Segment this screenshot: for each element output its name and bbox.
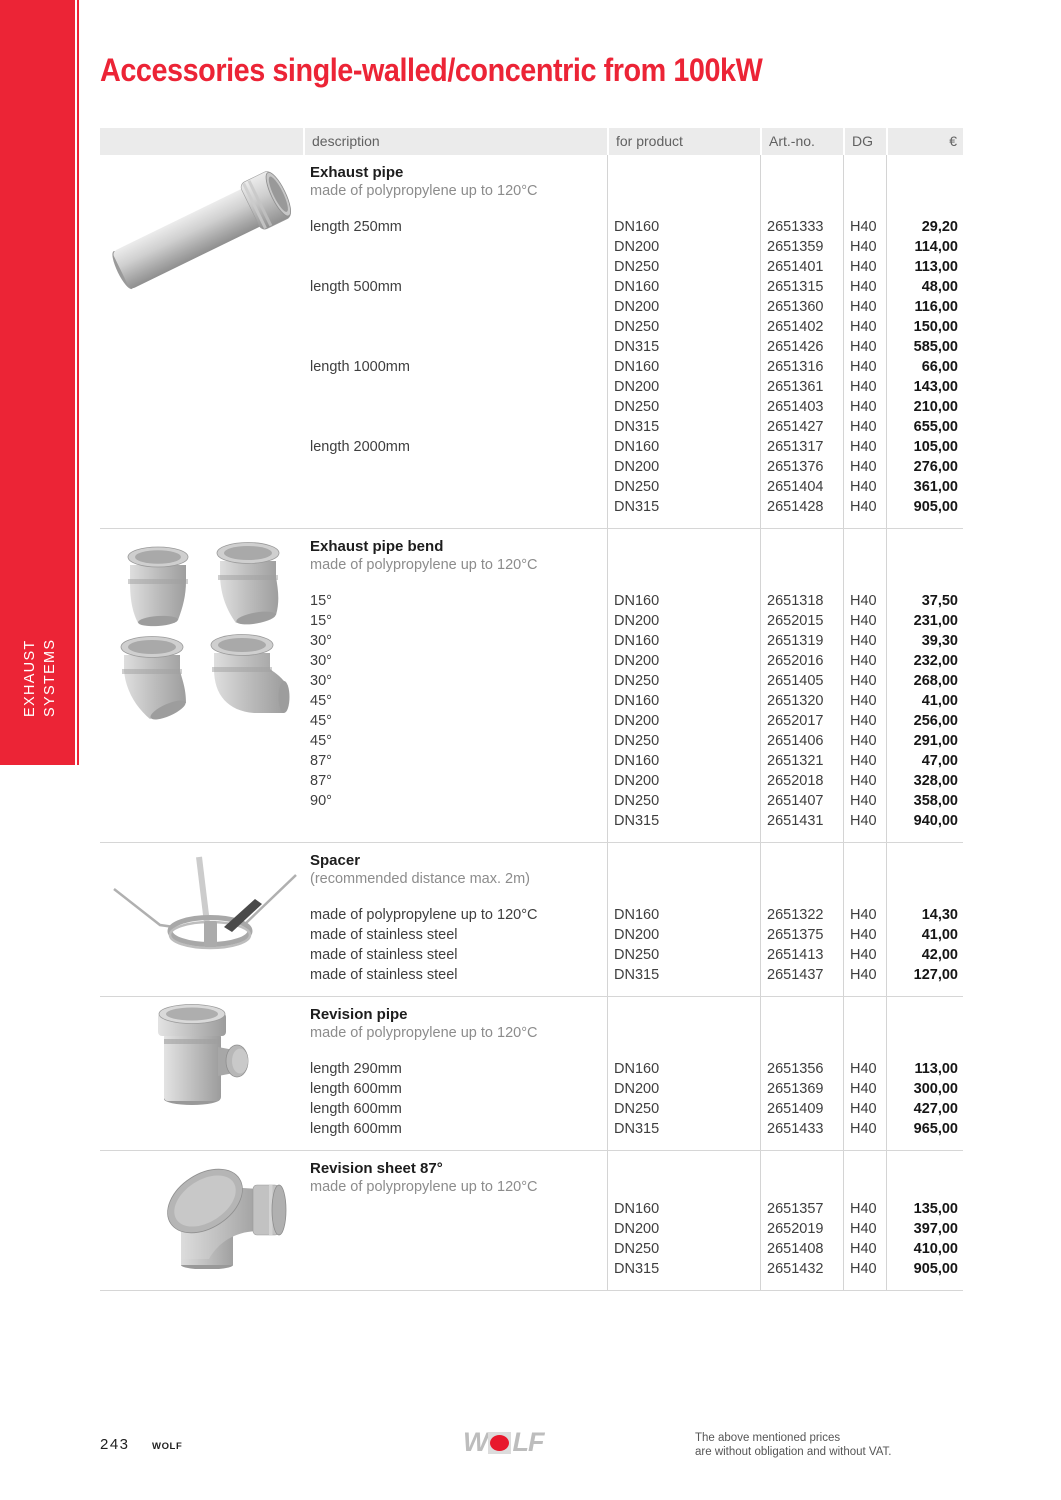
row-art-no: 2651402 — [760, 317, 843, 337]
row-price: 47,00 — [886, 751, 963, 771]
section-subtitle: made of polypropylene up to 120°C — [310, 557, 538, 573]
spacer-image — [104, 849, 299, 953]
row-dg: H40 — [843, 317, 886, 337]
row-dg: H40 — [843, 591, 886, 611]
row-price: 358,00 — [886, 791, 963, 811]
section-pad-cell — [760, 517, 843, 528]
section-pad-cell — [303, 517, 607, 528]
row-art-no: 2651361 — [760, 377, 843, 397]
row-description — [303, 477, 607, 497]
row-dg: H40 — [843, 611, 886, 631]
section-pad-cell — [886, 985, 963, 996]
row-art-no: 2651360 — [760, 297, 843, 317]
row-art-no: 2651431 — [760, 811, 843, 831]
product-section — [100, 997, 963, 1151]
row-description: length 600mm — [310, 1081, 402, 1097]
footer-brand-text: WOLF — [152, 1441, 183, 1452]
row-price: 135,00 — [886, 1199, 963, 1219]
row-art-no: 2651321 — [760, 751, 843, 771]
row-art-no: 2651409 — [760, 1099, 843, 1119]
wolf-logo-letter-w: W — [463, 1427, 488, 1457]
row-description — [303, 337, 607, 357]
header-dg: DG — [843, 128, 886, 155]
section-pad-cell — [607, 985, 760, 996]
row-product: DN160 — [607, 357, 760, 377]
sidebar-label-line1: EXHAUST — [22, 639, 38, 717]
row-price: 905,00 — [886, 1259, 963, 1279]
section-title-block — [303, 155, 607, 217]
row-art-no: 2651315 — [760, 277, 843, 297]
row-art-no: 2651319 — [760, 631, 843, 651]
product-section — [100, 1151, 963, 1291]
row-art-no: 2651404 — [760, 477, 843, 497]
row-dg: H40 — [843, 1099, 886, 1119]
product-image-cell — [100, 849, 303, 953]
row-product: DN315 — [607, 337, 760, 357]
row-price: 143,00 — [886, 377, 963, 397]
row-description: made of stainless steel — [310, 947, 458, 963]
row-description — [303, 457, 607, 477]
row-description — [303, 397, 607, 417]
row-price: 14,30 — [886, 905, 963, 925]
row-description: length 290mm — [310, 1061, 402, 1077]
section-pad-cell — [843, 1139, 886, 1150]
row-dg: H40 — [843, 1079, 886, 1099]
row-dg: H40 — [843, 497, 886, 517]
section-pad-cell — [843, 831, 886, 842]
section-title-spacer-cell — [607, 529, 760, 591]
section-title-spacer-cell — [886, 1151, 963, 1199]
row-art-no: 2651376 — [760, 457, 843, 477]
row-dg: H40 — [843, 771, 886, 791]
row-dg: H40 — [843, 297, 886, 317]
row-art-no: 2651333 — [760, 217, 843, 237]
row-dg: H40 — [843, 237, 886, 257]
row-description: length 500mm — [310, 279, 402, 295]
section-pad-cell — [303, 985, 607, 996]
section-title-spacer-cell — [843, 155, 886, 217]
section-title-spacer-cell — [760, 155, 843, 217]
row-product: DN315 — [607, 1119, 760, 1139]
row-product: DN160 — [607, 1059, 760, 1079]
row-price: 291,00 — [886, 731, 963, 751]
row-price: 114,00 — [886, 237, 963, 257]
revision-pipe-image — [144, 1003, 260, 1107]
row-product: DN160 — [607, 277, 760, 297]
row-price: 232,00 — [886, 651, 963, 671]
section-title: Revision pipe — [310, 1006, 408, 1023]
row-product: DN200 — [607, 457, 760, 477]
row-description: 30° — [310, 633, 332, 649]
row-product: DN160 — [607, 591, 760, 611]
section-pad-cell — [607, 1279, 760, 1290]
section-pad-cell — [843, 1279, 886, 1290]
row-description: 15° — [310, 593, 332, 609]
row-price: 231,00 — [886, 611, 963, 631]
row-price: 127,00 — [886, 965, 963, 985]
header-price: € — [886, 128, 963, 155]
sidebar-accent-hairline — [77, 0, 79, 765]
row-description — [303, 417, 607, 437]
section-pad-cell — [760, 1139, 843, 1150]
row-dg: H40 — [843, 277, 886, 297]
row-product: DN200 — [607, 1079, 760, 1099]
row-art-no: 2651357 — [760, 1199, 843, 1219]
row-dg: H40 — [843, 925, 886, 945]
row-price: 41,00 — [886, 691, 963, 711]
section-title: Revision sheet 87° — [310, 1160, 443, 1177]
row-art-no: 2651427 — [760, 417, 843, 437]
section-subtitle: made of polypropylene up to 120°C — [310, 1179, 538, 1195]
row-product: DN200 — [607, 297, 760, 317]
row-description: 15° — [310, 613, 332, 629]
exhaust-pipe-bend-image — [110, 535, 293, 723]
row-art-no: 2651320 — [760, 691, 843, 711]
row-product: DN200 — [607, 377, 760, 397]
row-art-no: 2651413 — [760, 945, 843, 965]
row-price: 66,00 — [886, 357, 963, 377]
row-price: 585,00 — [886, 337, 963, 357]
row-price: 965,00 — [886, 1119, 963, 1139]
section-pad-cell — [760, 985, 843, 996]
row-dg: H40 — [843, 477, 886, 497]
row-product: DN315 — [607, 417, 760, 437]
section-title: Exhaust pipe bend — [310, 538, 444, 555]
row-price: 41,00 — [886, 925, 963, 945]
header-image-col — [100, 128, 303, 155]
row-product: DN315 — [607, 811, 760, 831]
page-title: Accessories single-walled/concentric from 100kW — [100, 52, 763, 88]
section-pad-cell — [760, 831, 843, 842]
section-pad-cell — [303, 1279, 607, 1290]
section-subtitle: made of polypropylene up to 120°C — [310, 183, 538, 199]
row-dg: H40 — [843, 417, 886, 437]
row-dg: H40 — [843, 357, 886, 377]
section-pad-cell — [607, 1139, 760, 1150]
row-product: DN160 — [607, 437, 760, 457]
row-description: length 1000mm — [310, 359, 410, 375]
section-subtitle: made of polypropylene up to 120°C — [310, 1025, 538, 1041]
row-price: 427,00 — [886, 1099, 963, 1119]
row-dg: H40 — [843, 965, 886, 985]
row-product: DN250 — [607, 671, 760, 691]
row-description — [303, 317, 607, 337]
row-price: 268,00 — [886, 671, 963, 691]
row-price: 256,00 — [886, 711, 963, 731]
row-art-no: 2652019 — [760, 1219, 843, 1239]
section-subtitle: (recommended distance max. 2m) — [310, 871, 530, 887]
section-pad-cell — [760, 1279, 843, 1290]
row-product: DN200 — [607, 611, 760, 631]
section-pad-cell — [607, 831, 760, 842]
row-description: length 250mm — [310, 219, 402, 235]
row-dg: H40 — [843, 1219, 886, 1239]
row-dg: H40 — [843, 631, 886, 651]
row-art-no: 2652018 — [760, 771, 843, 791]
row-dg: H40 — [843, 731, 886, 751]
section-title-spacer-cell — [886, 529, 963, 591]
row-art-no: 2651317 — [760, 437, 843, 457]
row-price: 276,00 — [886, 457, 963, 477]
row-dg: H40 — [843, 751, 886, 771]
row-description: length 2000mm — [310, 439, 410, 455]
row-price: 39,30 — [886, 631, 963, 651]
row-art-no: 2651375 — [760, 925, 843, 945]
row-description — [303, 257, 607, 277]
section-title-block — [303, 529, 607, 591]
revision-sheet-image — [155, 1157, 301, 1269]
row-description: length 600mm — [310, 1121, 402, 1137]
row-product: DN200 — [607, 771, 760, 791]
row-price: 328,00 — [886, 771, 963, 791]
row-description — [303, 237, 607, 257]
row-price: 361,00 — [886, 477, 963, 497]
row-product: DN250 — [607, 945, 760, 965]
wolf-logo — [463, 1427, 543, 1458]
row-product: DN250 — [607, 257, 760, 277]
section-pad-cell — [303, 831, 607, 842]
row-description — [303, 811, 607, 831]
row-dg: H40 — [843, 437, 886, 457]
row-dg: H40 — [843, 671, 886, 691]
price-disclaimer-line2: are without obligation and without VAT. — [695, 1445, 892, 1458]
sidebar-section-label — [20, 605, 62, 717]
row-price: 210,00 — [886, 397, 963, 417]
section-title-spacer-cell — [886, 997, 963, 1059]
row-price: 42,00 — [886, 945, 963, 965]
row-art-no: 2652015 — [760, 611, 843, 631]
row-price: 113,00 — [886, 1059, 963, 1079]
section-pad-cell — [886, 1139, 963, 1150]
wolf-logo-red-dot-icon — [490, 1435, 509, 1451]
row-description: made of stainless steel — [310, 927, 458, 943]
row-art-no: 2652016 — [760, 651, 843, 671]
row-description: length 600mm — [310, 1101, 402, 1117]
row-art-no: 2651432 — [760, 1259, 843, 1279]
row-product: DN200 — [607, 1219, 760, 1239]
product-image-cell — [100, 1003, 303, 1107]
row-dg: H40 — [843, 791, 886, 811]
section-pad-cell — [886, 1279, 963, 1290]
section-title-spacer-cell — [760, 997, 843, 1059]
row-product: DN315 — [607, 965, 760, 985]
product-section — [100, 155, 963, 529]
row-product: DN200 — [607, 651, 760, 671]
row-description: 30° — [310, 673, 332, 689]
row-price: 29,20 — [886, 217, 963, 237]
row-product: DN315 — [607, 497, 760, 517]
row-price: 113,00 — [886, 257, 963, 277]
product-image-cell — [100, 535, 303, 723]
row-art-no: 2651401 — [760, 257, 843, 277]
row-description: 45° — [310, 733, 332, 749]
header-description: description — [303, 128, 607, 155]
wolf-logo-o-box — [488, 1432, 511, 1454]
price-disclaimer-line1: The above mentioned prices — [695, 1432, 841, 1444]
price-disclaimer — [695, 1432, 891, 1459]
row-art-no: 2651437 — [760, 965, 843, 985]
row-price: 116,00 — [886, 297, 963, 317]
sidebar-label-line2: SYSTEMS — [42, 638, 58, 717]
row-dg: H40 — [843, 377, 886, 397]
row-dg: H40 — [843, 217, 886, 237]
section-pad-cell — [843, 985, 886, 996]
row-dg: H40 — [843, 1059, 886, 1079]
row-dg: H40 — [843, 905, 886, 925]
section-title-spacer-cell — [843, 529, 886, 591]
row-art-no: 2651426 — [760, 337, 843, 357]
row-description — [303, 377, 607, 397]
section-title-spacer-cell — [607, 155, 760, 217]
page-number: 243 — [100, 1436, 130, 1453]
row-art-no: 2651406 — [760, 731, 843, 751]
section-title-spacer-cell — [607, 843, 760, 905]
row-product: DN160 — [607, 631, 760, 651]
product-section — [100, 843, 963, 997]
row-art-no: 2651322 — [760, 905, 843, 925]
section-title-spacer-cell — [843, 843, 886, 905]
section-title-spacer-cell — [843, 997, 886, 1059]
row-dg: H40 — [843, 711, 886, 731]
exhaust-pipe-image — [104, 161, 300, 293]
row-product: DN315 — [607, 1259, 760, 1279]
row-price: 940,00 — [886, 811, 963, 831]
row-art-no: 2651428 — [760, 497, 843, 517]
row-dg: H40 — [843, 457, 886, 477]
header-for-product: for product — [607, 128, 760, 155]
row-dg: H40 — [843, 257, 886, 277]
row-description: 87° — [310, 753, 332, 769]
header-art-no: Art.-no. — [760, 128, 843, 155]
row-price: 150,00 — [886, 317, 963, 337]
row-dg: H40 — [843, 1239, 886, 1259]
row-description: made of stainless steel — [310, 967, 458, 983]
row-price: 397,00 — [886, 1219, 963, 1239]
row-description: 45° — [310, 693, 332, 709]
table-body — [100, 155, 963, 1291]
section-title: Spacer — [310, 852, 361, 869]
row-product: DN200 — [607, 237, 760, 257]
row-description: made of polypropylene up to 120°C — [310, 907, 538, 923]
section-title-spacer-cell — [760, 529, 843, 591]
section-title-spacer-cell — [760, 1151, 843, 1199]
row-art-no: 2651403 — [760, 397, 843, 417]
row-description: 30° — [310, 653, 332, 669]
row-price: 410,00 — [886, 1239, 963, 1259]
section-pad-cell — [886, 517, 963, 528]
row-product: DN250 — [607, 477, 760, 497]
section-title-block — [303, 843, 607, 905]
row-dg: H40 — [843, 651, 886, 671]
row-price: 905,00 — [886, 497, 963, 517]
product-image-cell — [100, 1157, 358, 1269]
row-dg: H40 — [843, 691, 886, 711]
section-pad-cell — [303, 1139, 607, 1150]
row-product: DN160 — [607, 905, 760, 925]
row-dg: H40 — [843, 1119, 886, 1139]
section-title: Exhaust pipe — [310, 164, 404, 181]
row-art-no: 2651359 — [760, 237, 843, 257]
row-art-no: 2651356 — [760, 1059, 843, 1079]
wolf-logo-letters-lf: LF — [512, 1427, 544, 1457]
row-dg: H40 — [843, 811, 886, 831]
row-art-no: 2651405 — [760, 671, 843, 691]
row-art-no: 2651369 — [760, 1079, 843, 1099]
row-product: DN160 — [607, 751, 760, 771]
table-header-row — [100, 128, 963, 155]
section-pad-cell — [607, 517, 760, 528]
row-product: DN200 — [607, 711, 760, 731]
row-art-no: 2652017 — [760, 711, 843, 731]
row-price: 655,00 — [886, 417, 963, 437]
section-title-spacer-cell — [886, 843, 963, 905]
row-price: 37,50 — [886, 591, 963, 611]
row-art-no: 2651408 — [760, 1239, 843, 1259]
row-art-no: 2651407 — [760, 791, 843, 811]
row-product: DN250 — [607, 1239, 760, 1259]
row-dg: H40 — [843, 1259, 886, 1279]
row-price: 300,00 — [886, 1079, 963, 1099]
section-title-spacer-cell — [843, 1151, 886, 1199]
row-product: DN250 — [607, 317, 760, 337]
row-dg: H40 — [843, 945, 886, 965]
row-dg: H40 — [843, 1199, 886, 1219]
row-dg: H40 — [843, 397, 886, 417]
row-product: DN250 — [607, 791, 760, 811]
row-description: 87° — [310, 773, 332, 789]
row-product: DN160 — [607, 217, 760, 237]
section-title-spacer-cell — [607, 1151, 760, 1199]
row-price: 48,00 — [886, 277, 963, 297]
section-pad-cell — [843, 517, 886, 528]
row-product: DN160 — [607, 691, 760, 711]
row-description: 45° — [310, 713, 332, 729]
row-product: DN250 — [607, 731, 760, 751]
section-title-spacer-cell — [760, 843, 843, 905]
row-product: DN250 — [607, 397, 760, 417]
row-product: DN200 — [607, 925, 760, 945]
row-product: DN250 — [607, 1099, 760, 1119]
row-price: 105,00 — [886, 437, 963, 457]
product-section — [100, 529, 963, 843]
product-table — [100, 128, 963, 1291]
row-description — [303, 497, 607, 517]
section-title-block — [303, 997, 607, 1059]
section-title-spacer-cell — [607, 997, 760, 1059]
row-art-no: 2651316 — [760, 357, 843, 377]
row-dg: H40 — [843, 337, 886, 357]
row-description: 90° — [310, 793, 332, 809]
row-art-no: 2651318 — [760, 591, 843, 611]
section-pad-cell — [886, 831, 963, 842]
section-title-spacer-cell — [886, 155, 963, 217]
product-image-cell — [100, 161, 303, 293]
row-product: DN160 — [607, 1199, 760, 1219]
row-description — [303, 297, 607, 317]
row-art-no: 2651433 — [760, 1119, 843, 1139]
